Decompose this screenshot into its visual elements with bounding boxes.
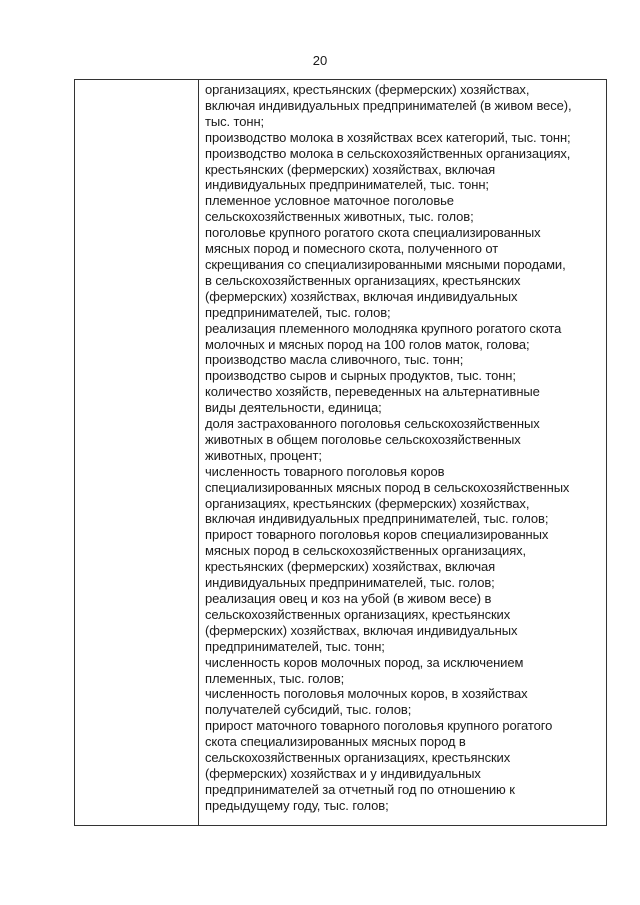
- page-number: 20: [312, 53, 328, 68]
- text-line: численность коров молочных пород, за исключением: [205, 654, 524, 670]
- text-line: организациях, крестьянских (фермерских) хозяйствах,: [205, 495, 530, 511]
- text-line: в сельскохозяйственных организациях, крестьянских: [205, 272, 521, 288]
- text-line: организациях, крестьянских (фермерских) хозяйствах,: [205, 82, 530, 97]
- text-line: молочных и мясных пород на 100 голов маток, голова;: [205, 336, 530, 352]
- text-line: доля застрахованного поголовья сельскохозяйственных: [205, 416, 540, 432]
- text-line: (фермерских) хозяйствах и у индивидуальных: [205, 765, 481, 781]
- text-line: крестьянских (фермерских) хозяйствах, включая: [205, 161, 496, 177]
- text-line: (фермерских) хозяйствах, включая индивидуальных: [205, 288, 518, 304]
- text-line: включая индивидуальных предпринимателей, тыс. голов;: [205, 511, 549, 527]
- text-line: прирост товарного поголовья коров специализированных: [205, 527, 549, 543]
- text-line: предыдущему году, тыс. голов;: [205, 797, 389, 813]
- text-line: получателей субсидий, тыс. голов;: [205, 702, 412, 718]
- text-line: мясных пород и помесного скота, полученного от: [205, 241, 499, 257]
- text-line: сельскохозяйственных организациях, крестьянских: [205, 606, 511, 622]
- text-line: реализация племенного молодняка крупного рогатого скота: [205, 320, 562, 336]
- document-table: [74, 79, 607, 826]
- text-line: прирост маточного товарного поголовья крупного рогатого: [205, 718, 553, 734]
- text-line: (фермерских) хозяйствах, включая индивидуальных: [205, 622, 518, 638]
- text-line: численность поголовья молочных коров, в хозяйствах: [205, 686, 528, 702]
- text-line: племенных, тыс. голов;: [205, 670, 345, 686]
- text-line: производство масла сливочного, тыс. тонн;: [205, 352, 464, 368]
- table-right-column: [199, 80, 606, 825]
- text-line: производство молока в сельскохозяйственных организациях,: [205, 145, 571, 161]
- text-line: реализация овец и коз на убой (в живом весе) в: [205, 591, 492, 606]
- text-line: производство сыров и сырных продуктов, тыс. тонн;: [205, 368, 516, 384]
- text-line: тыс. тонн;: [205, 113, 265, 129]
- text-line: животных, процент;: [205, 447, 322, 463]
- text-line: индивидуальных предпринимателей, тыс. тонн;: [205, 177, 489, 193]
- text-line: мясных пород в сельскохозяйственных организациях,: [205, 543, 527, 559]
- text-line: виды деятельности, единица;: [205, 400, 382, 416]
- text-line: скрещивания со специализированными мясными породами,: [205, 256, 566, 272]
- text-line: численность товарного поголовья коров: [205, 463, 445, 479]
- text-line: предпринимателей, тыс. тонн;: [205, 638, 385, 654]
- text-line: сельскохозяйственных организациях, крестьянских: [205, 750, 511, 766]
- table-left-column: [75, 80, 199, 825]
- text-line: скота специализированных мясных пород в: [205, 734, 466, 750]
- text-line: поголовье крупного рогатого скота специализированных: [205, 225, 541, 241]
- text-line: количество хозяйств, переведенных на альтернативные: [205, 384, 540, 400]
- text-line: специализированных мясных пород в сельскохозяйственных: [205, 479, 570, 495]
- text-line: предпринимателей за отчетный год по отношению к: [205, 781, 515, 797]
- text-line: сельскохозяйственных животных, тыс. голов;: [205, 209, 474, 225]
- text-line: крестьянских (фермерских) хозяйствах, включая: [205, 559, 496, 575]
- text-line: индивидуальных предпринимателей, тыс. голов;: [205, 575, 495, 591]
- text-line: животных в общем поголовье сельскохозяйственных: [205, 431, 521, 447]
- text-line: производство молока в хозяйствах всех категорий, тыс. тонн;: [205, 129, 571, 145]
- text-line: предпринимателей, тыс. голов;: [205, 304, 391, 320]
- text-line: включая индивидуальных предпринимателей (в живом весе),: [205, 97, 572, 113]
- text-line: племенное условное маточное поголовье: [205, 193, 454, 209]
